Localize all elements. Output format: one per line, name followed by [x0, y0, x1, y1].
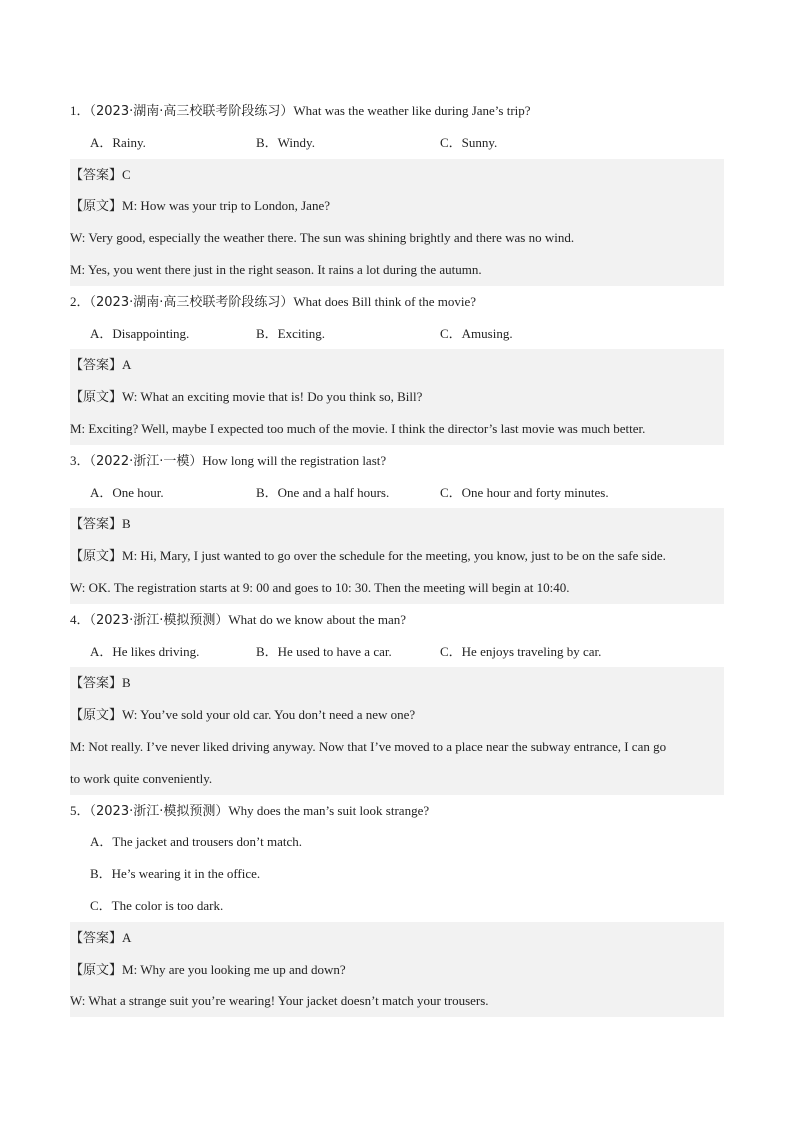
option-c: C．Sunny.	[440, 134, 498, 150]
answer-label: 【答案】	[70, 358, 123, 374]
transcript-label: 【原文】	[70, 199, 123, 215]
option-b: B．He used to have a car.	[256, 643, 392, 659]
question-text: What does Bill think of the movie?	[293, 293, 477, 309]
transcript-text: W: Very good, especially the weather there. The sun was shining brightly and there was no wind.	[70, 230, 575, 246]
transcript-2-line-1	[70, 381, 724, 413]
option-a	[70, 826, 724, 858]
transcript-label: 【原文】	[70, 708, 123, 724]
question-number: 5．	[70, 802, 90, 818]
option-a: A．One hour.	[90, 484, 164, 500]
option-a: A．Rainy.	[90, 134, 146, 150]
option-c: C．He enjoys traveling by car.	[440, 643, 602, 659]
transcript-3-line-2	[70, 572, 724, 604]
transcript-4-line-2	[70, 731, 724, 763]
option-c: C．Amusing.	[440, 325, 513, 341]
question-source: （2023·湖南·高三校联考阶段练习）	[89, 104, 294, 119]
transcript-label: 【原文】	[70, 549, 123, 565]
answer-value: A	[122, 929, 132, 945]
answer-value: C	[122, 166, 131, 182]
transcript-1-line-3	[70, 254, 724, 286]
transcript-text: W: OK. The registration starts at 9: 00 and goes to 10: 30. Then the meeting will begin at 10:40.	[70, 579, 570, 595]
question-source: （2023·浙江·模拟预测）	[89, 803, 229, 819]
question-3	[70, 445, 724, 477]
option-a: A．He likes driving.	[90, 643, 200, 659]
answer-2	[70, 349, 724, 381]
answer-label: 【答案】	[70, 676, 123, 692]
options-3	[70, 477, 724, 509]
transcript-4-line-3	[70, 763, 724, 795]
answer-label: 【答案】	[70, 930, 123, 946]
answer-value: A	[122, 357, 132, 373]
transcript-label: 【原文】	[70, 962, 123, 978]
option-b: B．Exciting.	[256, 325, 325, 341]
option-text: B．He’s wearing it in the office.	[90, 866, 261, 882]
question-list	[70, 95, 724, 1017]
transcript-1-line-2	[70, 222, 724, 254]
question-2	[70, 286, 724, 318]
option-b: B．Windy.	[256, 134, 315, 150]
answer-5	[70, 922, 724, 954]
answer-label: 【答案】	[70, 517, 123, 533]
transcript-2-line-2	[70, 413, 724, 445]
transcript-text: M: Hi, Mary, I just wanted to go over the schedule for the meeting, you know, just to be on the safe side.	[122, 548, 666, 564]
answer-label: 【答案】	[70, 167, 123, 183]
question-text: What do we know about the man?	[228, 611, 406, 627]
transcript-text: M: Why are you looking me up and down?	[122, 961, 346, 977]
options-4	[70, 636, 724, 668]
transcript-text: M: Yes, you went there just in the right season. It rains a lot during the autumn.	[70, 261, 482, 277]
question-text: What was the weather like during Jane’s trip?	[293, 103, 531, 118]
question-text: How long will the registration last?	[202, 452, 387, 468]
question-number: 1．	[70, 103, 90, 118]
transcript-label: 【原文】	[70, 390, 123, 406]
option-b: B．One and a half hours.	[256, 484, 390, 500]
option-text: C．The color is too dark.	[90, 897, 224, 913]
question-text: Why does the man’s suit look strange?	[228, 802, 430, 818]
question-number: 2．	[70, 293, 90, 309]
option-text: A．The jacket and trousers don’t match.	[90, 834, 303, 850]
question-1	[70, 95, 724, 127]
option-c	[70, 890, 724, 922]
option-a: A．Disappointing.	[90, 325, 190, 341]
transcript-text: M: How was your trip to London, Jane?	[122, 198, 330, 214]
question-4	[70, 604, 724, 636]
transcript-5-line-1	[70, 954, 724, 986]
question-source: （2023·湖南·高三校联考阶段练习）	[89, 294, 294, 310]
transcript-5-line-2	[70, 985, 724, 1017]
transcript-3-line-1	[70, 540, 724, 572]
transcript-text: to work quite conveniently.	[70, 770, 213, 786]
transcript-1-line-1	[70, 190, 724, 222]
options-2	[70, 318, 724, 350]
option-c: C．One hour and forty minutes.	[440, 484, 609, 500]
answer-value: B	[122, 516, 131, 532]
answer-3	[70, 508, 724, 540]
transcript-text: W: What an exciting movie that is! Do you think so, Bill?	[122, 389, 423, 405]
answer-4	[70, 667, 724, 699]
question-number: 3．	[70, 452, 90, 468]
answer-value: B	[122, 675, 131, 691]
option-b	[70, 858, 724, 890]
answer-1	[70, 159, 724, 191]
transcript-text: W: What a strange suit you’re wearing! Your jacket doesn’t match your trousers.	[70, 993, 489, 1009]
question-source: （2022·浙江·一模）	[89, 453, 203, 469]
transcript-text: M: Not really. I’ve never liked driving anyway. Now that I’ve moved to a place near the subway entrance, I can go	[70, 738, 667, 754]
transcript-text: W: You’ve sold your old car. You don’t need a new one?	[122, 707, 416, 723]
question-source: （2023·浙江·模拟预测）	[89, 612, 229, 628]
transcript-4-line-1	[70, 699, 724, 731]
question-5	[70, 795, 724, 827]
options-1	[70, 127, 724, 159]
transcript-text: M: Exciting? Well, maybe I expected too much of the movie. I think the director’s last movie was much better.	[70, 420, 646, 436]
question-number: 4．	[70, 611, 90, 627]
